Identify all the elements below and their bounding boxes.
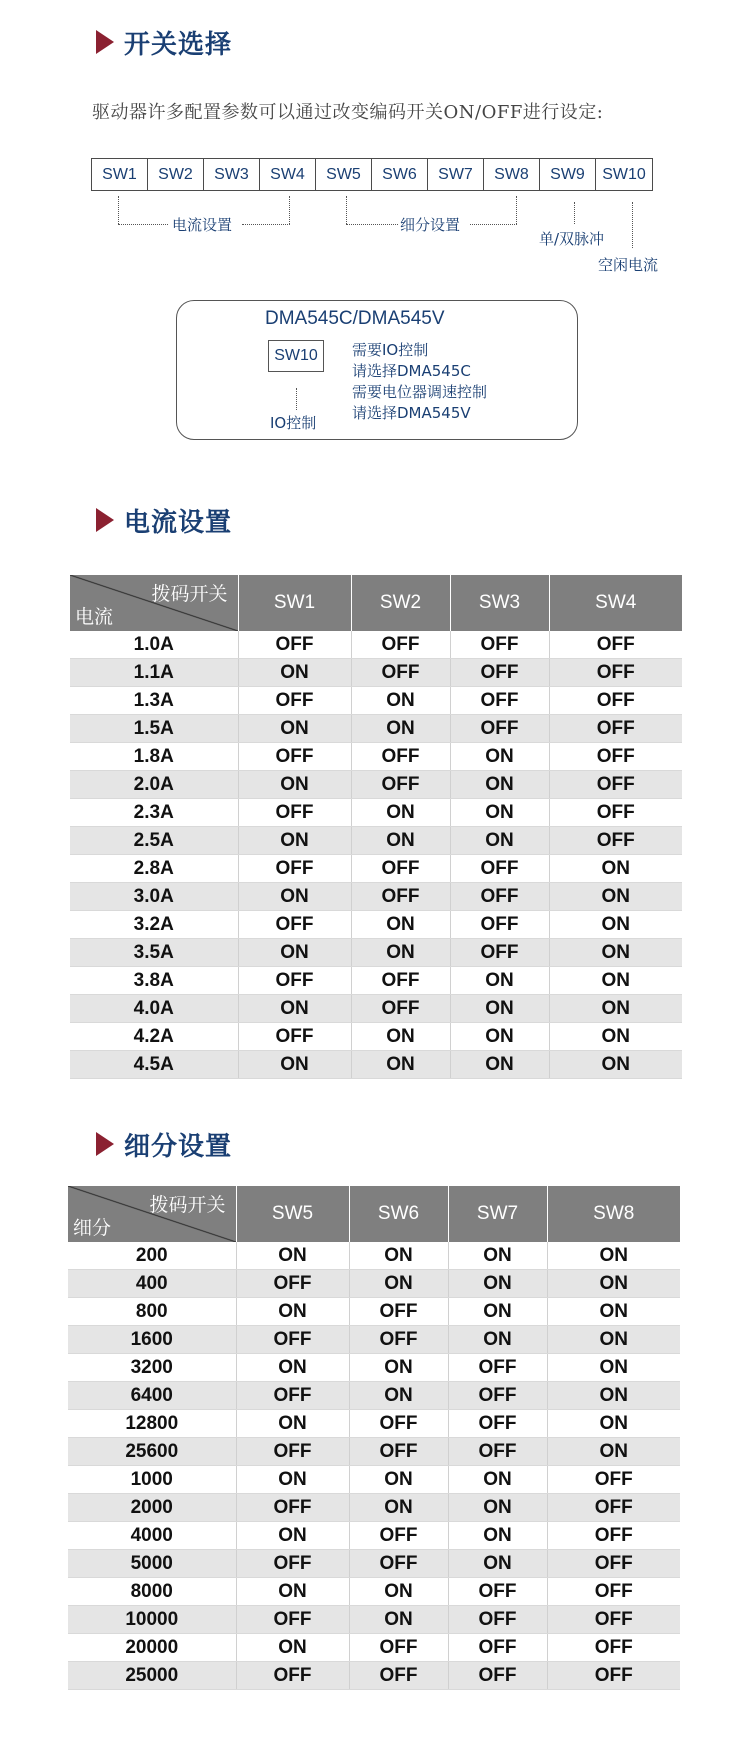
microstep-table-body <box>68 1242 680 1690</box>
switch-state-cell: OFF <box>450 687 549 715</box>
table-row <box>70 827 682 855</box>
switch-state-cell: ON <box>547 1270 680 1298</box>
switch-state-cell: ON <box>349 1270 448 1298</box>
switch-state-cell: ON <box>236 1410 349 1438</box>
switch-state-cell: OFF <box>236 1438 349 1466</box>
switch-state-cell: OFF <box>238 911 351 939</box>
switch-state-cell: ON <box>448 1242 547 1270</box>
switch-state-cell: ON <box>351 715 450 743</box>
switch-state-cell: OFF <box>450 855 549 883</box>
switch-state-cell: OFF <box>448 1410 547 1438</box>
row-label-cell: 1.5A <box>70 715 238 743</box>
switch-state-cell: ON <box>450 967 549 995</box>
row-label-cell: 12800 <box>68 1410 236 1438</box>
table-row <box>70 883 682 911</box>
switch-state-cell: OFF <box>549 799 682 827</box>
row-label-cell: 10000 <box>68 1606 236 1634</box>
switch-state-cell: ON <box>448 1270 547 1298</box>
row-label-cell: 1600 <box>68 1326 236 1354</box>
group-label-pulse-mode: 单/双脉冲 <box>539 230 605 248</box>
bracket-line <box>242 224 290 225</box>
switch-state-cell: OFF <box>349 1550 448 1578</box>
model-note: 需要电位器调速控制 <box>352 383 488 401</box>
table-row <box>68 1662 680 1690</box>
switch-state-cell: ON <box>349 1466 448 1494</box>
microstep-table <box>68 1186 680 1690</box>
switch-state-cell: OFF <box>448 1382 547 1410</box>
column-header: SW8 <box>547 1186 680 1242</box>
switch-state-cell: OFF <box>549 827 682 855</box>
switch-state-cell: ON <box>236 1354 349 1382</box>
column-header: SW2 <box>351 575 450 631</box>
row-label-cell: 2.5A <box>70 827 238 855</box>
switch-state-cell: ON <box>236 1634 349 1662</box>
switch-state-cell: OFF <box>450 939 549 967</box>
column-header: SW6 <box>349 1186 448 1242</box>
switch-cell: SW2 <box>148 159 204 190</box>
row-label-cell: 3.5A <box>70 939 238 967</box>
table-row <box>70 659 682 687</box>
current-table <box>70 575 682 1079</box>
switch-state-cell: OFF <box>349 1410 448 1438</box>
switch-state-cell: OFF <box>236 1606 349 1634</box>
row-label-cell: 20000 <box>68 1634 236 1662</box>
column-header: SW5 <box>236 1186 349 1242</box>
leader-line <box>574 202 575 224</box>
table-row <box>68 1438 680 1466</box>
switch-state-cell: ON <box>236 1466 349 1494</box>
group-label-current: 电流设置 <box>172 216 233 234</box>
switch-state-cell: ON <box>450 771 549 799</box>
table-row <box>70 799 682 827</box>
switch-state-cell: OFF <box>448 1606 547 1634</box>
switch-state-cell: ON <box>450 995 549 1023</box>
switch-state-cell: ON <box>351 911 450 939</box>
row-label-cell: 3.0A <box>70 883 238 911</box>
switch-state-cell: OFF <box>236 1326 349 1354</box>
switch-state-cell: ON <box>351 799 450 827</box>
switch-state-cell: ON <box>236 1298 349 1326</box>
row-label-cell: 1.3A <box>70 687 238 715</box>
triangle-bullet-icon <box>96 508 114 532</box>
switch-state-cell: OFF <box>238 631 351 659</box>
switch-state-cell: OFF <box>351 995 450 1023</box>
row-label-cell: 4.5A <box>70 1051 238 1079</box>
table-row <box>70 1051 682 1079</box>
table-row <box>68 1606 680 1634</box>
switch-state-cell: ON <box>450 1023 549 1051</box>
switch-state-cell: ON <box>448 1466 547 1494</box>
switch-state-cell: ON <box>547 1410 680 1438</box>
table-row <box>68 1242 680 1270</box>
switch-state-cell: ON <box>448 1494 547 1522</box>
switch-state-cell: OFF <box>349 1298 448 1326</box>
switch-state-cell: ON <box>547 1298 680 1326</box>
triangle-bullet-icon <box>96 30 114 54</box>
switch-state-cell: OFF <box>450 883 549 911</box>
switch-cell: SW4 <box>260 159 316 190</box>
switch-state-cell: ON <box>351 939 450 967</box>
row-label-cell: 4.0A <box>70 995 238 1023</box>
bracket-line <box>118 224 168 225</box>
switch-state-cell: OFF <box>349 1326 448 1354</box>
switch-state-cell: OFF <box>448 1634 547 1662</box>
column-header: SW7 <box>448 1186 547 1242</box>
switch-state-cell: ON <box>351 1023 450 1051</box>
bracket-line <box>470 224 517 225</box>
bracket-line <box>346 196 347 224</box>
column-header: SW1 <box>238 575 351 631</box>
switch-state-cell: OFF <box>351 659 450 687</box>
bracket-line <box>516 196 517 224</box>
switch-state-cell: OFF <box>547 1494 680 1522</box>
table-row <box>68 1270 680 1298</box>
switch-state-cell: OFF <box>351 771 450 799</box>
table-row <box>70 771 682 799</box>
switch-state-cell: ON <box>238 827 351 855</box>
table-row <box>68 1382 680 1410</box>
row-label-cell: 400 <box>68 1270 236 1298</box>
section-title-switch-select: 开关选择 <box>96 22 232 62</box>
switch-cell: SW10 <box>602 165 646 183</box>
switch-state-cell: ON <box>349 1382 448 1410</box>
switch-state-cell: OFF <box>238 1023 351 1051</box>
leader-line <box>632 202 633 248</box>
switch-state-cell: ON <box>450 1051 549 1079</box>
switch-state-cell: ON <box>547 1438 680 1466</box>
switch-state-cell: ON <box>547 1382 680 1410</box>
switch-state-cell: OFF <box>547 1634 680 1662</box>
switch-state-cell: OFF <box>238 799 351 827</box>
bracket-line <box>118 196 119 224</box>
switch-state-cell: OFF <box>236 1494 349 1522</box>
row-label-cell: 2000 <box>68 1494 236 1522</box>
table-row <box>70 855 682 883</box>
switch-state-cell: OFF <box>351 743 450 771</box>
switch-state-cell: ON <box>547 1242 680 1270</box>
group-label-microstep: 细分设置 <box>400 216 461 234</box>
switch-state-cell: ON <box>238 883 351 911</box>
current-table-body <box>70 631 682 1079</box>
table-header-row <box>68 1186 680 1242</box>
switch-state-cell: ON <box>450 743 549 771</box>
switch-state-cell: OFF <box>351 883 450 911</box>
switch-state-cell: OFF <box>450 911 549 939</box>
switch-cell: SW6 <box>372 159 428 190</box>
switch-state-cell: ON <box>448 1298 547 1326</box>
table-row <box>70 939 682 967</box>
switch-state-cell: ON <box>549 1051 682 1079</box>
switch-state-cell: OFF <box>236 1662 349 1690</box>
switch-state-cell: ON <box>349 1242 448 1270</box>
table-header-row <box>70 575 682 631</box>
row-label-cell: 800 <box>68 1298 236 1326</box>
switch-state-cell: ON <box>549 1023 682 1051</box>
row-label-cell: 1.1A <box>70 659 238 687</box>
switch-state-cell: ON <box>236 1522 349 1550</box>
switch-state-cell: ON <box>351 687 450 715</box>
switch-state-cell: ON <box>448 1522 547 1550</box>
switch-state-cell: ON <box>238 771 351 799</box>
switch-state-cell: OFF <box>549 771 682 799</box>
switch-state-cell: OFF <box>351 855 450 883</box>
table-row <box>70 995 682 1023</box>
switch-state-cell: OFF <box>549 659 682 687</box>
table-row <box>70 715 682 743</box>
switch-state-cell: ON <box>349 1578 448 1606</box>
row-label-cell: 3.2A <box>70 911 238 939</box>
switch-state-cell: ON <box>450 799 549 827</box>
triangle-bullet-icon <box>96 1132 114 1156</box>
table-row <box>70 967 682 995</box>
switch-state-cell: OFF <box>547 1550 680 1578</box>
switch-state-cell: OFF <box>238 855 351 883</box>
corner-header: 拨码开关 细分 <box>68 1186 236 1242</box>
table-row <box>70 911 682 939</box>
table-row <box>68 1522 680 1550</box>
leader-line <box>296 388 297 410</box>
switch-cell: SW1 <box>92 159 148 190</box>
corner-header: 拨码开关 电流 <box>70 575 238 631</box>
row-label-cell: 1.8A <box>70 743 238 771</box>
table-row <box>70 1023 682 1051</box>
switch-state-cell: ON <box>549 967 682 995</box>
column-header: SW4 <box>549 575 682 631</box>
switch-state-cell: OFF <box>238 967 351 995</box>
model-note: 请选择DMA545C <box>352 362 471 380</box>
switch-state-cell: ON <box>349 1494 448 1522</box>
section-title-microstep: 细分设置 <box>96 1124 232 1164</box>
switch-state-cell: ON <box>549 911 682 939</box>
switch-state-cell: OFF <box>547 1522 680 1550</box>
switch-state-cell: ON <box>549 939 682 967</box>
switch-state-cell: ON <box>238 1051 351 1079</box>
switch-state-cell: OFF <box>236 1550 349 1578</box>
switch-state-cell: OFF <box>238 687 351 715</box>
switch-cell: SW7 <box>428 159 484 190</box>
table-row <box>68 1298 680 1326</box>
switch-state-cell: OFF <box>349 1438 448 1466</box>
switch-state-cell: ON <box>450 827 549 855</box>
switch-state-cell: ON <box>547 1326 680 1354</box>
table-row <box>68 1326 680 1354</box>
switch-cell: SW8 <box>484 159 540 190</box>
row-label-cell: 3200 <box>68 1354 236 1382</box>
table-row <box>70 631 682 659</box>
switch-state-cell: ON <box>238 939 351 967</box>
column-header: SW3 <box>450 575 549 631</box>
switch-state-cell: ON <box>238 659 351 687</box>
switch-state-cell: OFF <box>549 715 682 743</box>
description-text: 驱动器许多配置参数可以通过改变编码开关ON/OFF进行设定: <box>92 102 604 123</box>
bracket-line <box>346 224 398 225</box>
model-title: DMA545C/DMA545V <box>265 308 445 329</box>
row-label-cell: 1000 <box>68 1466 236 1494</box>
table-row <box>68 1466 680 1494</box>
switch-state-cell: OFF <box>549 743 682 771</box>
switch-row <box>91 158 653 191</box>
model-note: 需要IO控制 <box>352 341 429 359</box>
section-title-current: 电流设置 <box>96 500 232 540</box>
table-row <box>68 1410 680 1438</box>
switch-state-cell: ON <box>238 715 351 743</box>
switch-state-cell: OFF <box>238 743 351 771</box>
switch-state-cell: OFF <box>236 1270 349 1298</box>
row-label-cell: 2.8A <box>70 855 238 883</box>
table-row <box>68 1578 680 1606</box>
switch-state-cell: ON <box>448 1550 547 1578</box>
switch-state-cell: OFF <box>547 1578 680 1606</box>
table-row <box>70 687 682 715</box>
table-row <box>68 1634 680 1662</box>
switch-state-cell: OFF <box>349 1662 448 1690</box>
row-label-cell: 8000 <box>68 1578 236 1606</box>
switch-state-cell: ON <box>549 855 682 883</box>
table-row <box>68 1494 680 1522</box>
switch-state-cell: OFF <box>351 631 450 659</box>
switch-state-cell: OFF <box>450 715 549 743</box>
table-row <box>70 743 682 771</box>
row-label-cell: 1.0A <box>70 631 238 659</box>
table-row <box>68 1550 680 1578</box>
row-label-cell: 200 <box>68 1242 236 1270</box>
switch-state-cell: OFF <box>547 1466 680 1494</box>
sw10-label: IO控制 <box>270 414 317 432</box>
switch-cell: SW3 <box>204 159 260 190</box>
switch-state-cell: OFF <box>236 1382 349 1410</box>
row-label-cell: 5000 <box>68 1550 236 1578</box>
model-notes <box>352 340 487 424</box>
row-label-cell: 2.0A <box>70 771 238 799</box>
row-label-cell: 25600 <box>68 1438 236 1466</box>
switch-state-cell: OFF <box>349 1522 448 1550</box>
switch-state-cell: ON <box>547 1354 680 1382</box>
switch-cell: SW9 <box>540 159 596 190</box>
row-label-cell: 4.2A <box>70 1023 238 1051</box>
switch-state-cell: OFF <box>450 631 549 659</box>
switch-cell: SW5 <box>316 159 372 190</box>
switch-state-cell: ON <box>549 995 682 1023</box>
row-label-cell: 25000 <box>68 1662 236 1690</box>
sw10-box: SW10 <box>268 340 324 372</box>
bracket-line <box>289 196 290 224</box>
switch-state-cell: OFF <box>448 1438 547 1466</box>
switch-state-cell: ON <box>448 1326 547 1354</box>
row-label-cell: 4000 <box>68 1522 236 1550</box>
row-label-cell: 3.8A <box>70 967 238 995</box>
switch-state-cell: OFF <box>547 1606 680 1634</box>
row-label-cell: 6400 <box>68 1382 236 1410</box>
switch-state-cell: ON <box>349 1354 448 1382</box>
model-note: 请选择DMA545V <box>352 404 471 422</box>
switch-state-cell: ON <box>351 1051 450 1079</box>
switch-state-cell: ON <box>549 883 682 911</box>
switch-state-cell: ON <box>236 1242 349 1270</box>
switch-state-cell: OFF <box>549 631 682 659</box>
switch-state-cell: OFF <box>450 659 549 687</box>
switch-state-cell: ON <box>236 1578 349 1606</box>
switch-state-cell: OFF <box>349 1634 448 1662</box>
switch-state-cell: OFF <box>448 1354 547 1382</box>
switch-state-cell: OFF <box>351 967 450 995</box>
switch-state-cell: ON <box>349 1606 448 1634</box>
table-row <box>68 1354 680 1382</box>
row-label-cell: 2.3A <box>70 799 238 827</box>
switch-state-cell: OFF <box>549 687 682 715</box>
switch-state-cell: OFF <box>547 1662 680 1690</box>
switch-state-cell: ON <box>238 995 351 1023</box>
switch-state-cell: OFF <box>448 1662 547 1690</box>
switch-state-cell: ON <box>351 827 450 855</box>
switch-state-cell: OFF <box>448 1578 547 1606</box>
group-label-idle-current: 空闲电流 <box>598 256 659 274</box>
